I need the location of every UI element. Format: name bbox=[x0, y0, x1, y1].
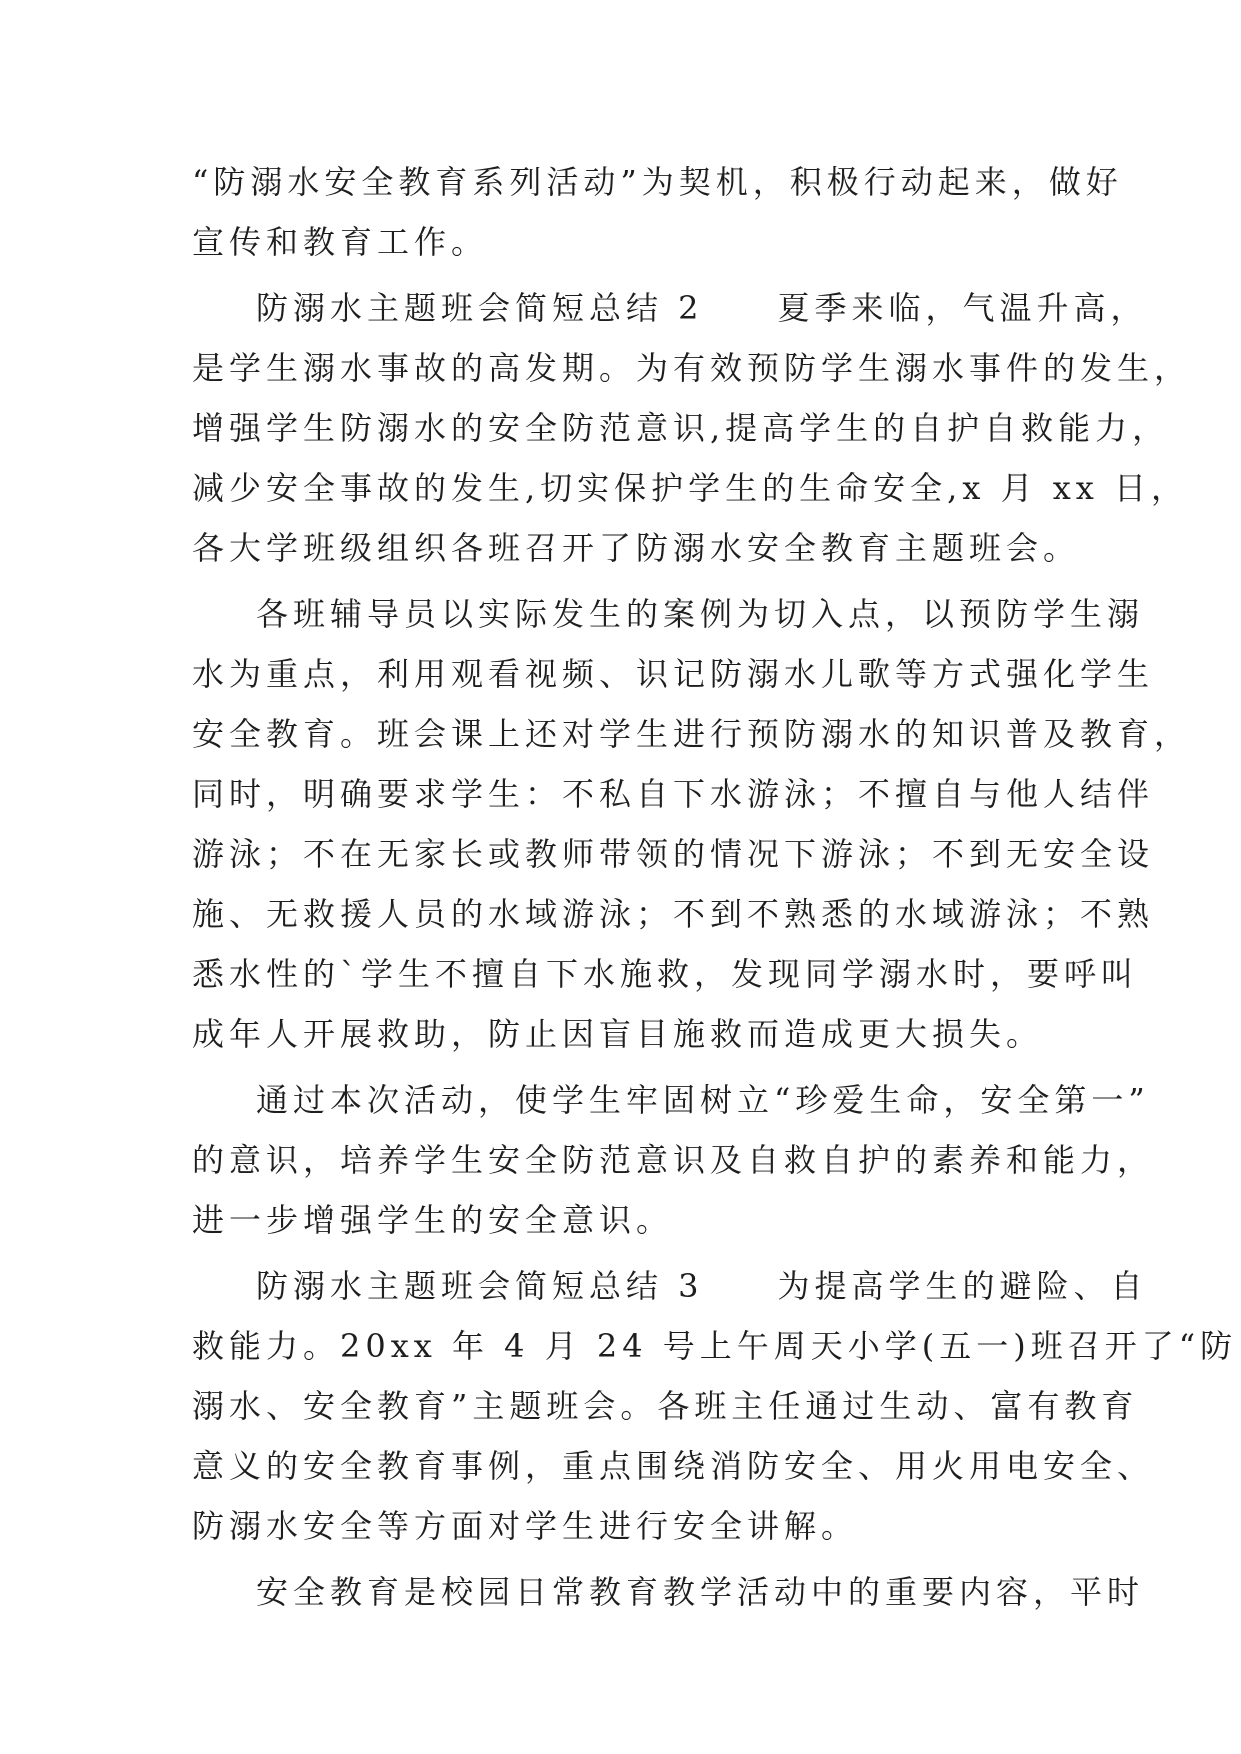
text-line: 游泳；不在无家长或教师带领的情况下游泳；不到无安全设 bbox=[192, 835, 1155, 873]
text-line: 成年人开展救助，防止因盲目施救而造成更大损失。 bbox=[192, 1015, 1044, 1053]
text-line: 施、无救援人员的水域游泳；不到不熟悉的水域游泳；不熟 bbox=[192, 895, 1155, 933]
text-line: 悉水性的`学生不擅自下水施救，发现同学溺水时，要呼叫 bbox=[192, 955, 1139, 993]
paragraph-first-line: 防溺水主题班会简短总结 3 为提高学生的避险、自 bbox=[256, 1267, 1148, 1305]
text-line: 防溺水安全等方面对学生进行安全讲解。 bbox=[192, 1507, 859, 1545]
text-line: 增强学生防溺水的安全防范意识,提高学生的自护自救能力， bbox=[192, 409, 1170, 447]
paragraph-first-line: 安全教育是校园日常教育教学活动中的重要内容，平时 bbox=[256, 1573, 1145, 1611]
text-line: 救能力。20xx 年 4 月 24 号上午周天小学(五一)班召开了“防 bbox=[192, 1327, 1238, 1365]
paragraph-first-line: 通过本次活动，使学生牢固树立“珍爱生命，安全第一” bbox=[256, 1081, 1150, 1119]
text-line: 溺水、安全教育”主题班会。各班主任通过生动、富有教育 bbox=[192, 1387, 1139, 1425]
text-line: 是学生溺水事故的高发期。为有效预防学生溺水事件的发生， bbox=[192, 349, 1192, 387]
text-line: 水为重点，利用观看视频、识记防溺水儿歌等方式强化学生 bbox=[192, 655, 1155, 693]
text-line: 的意识，培养学生安全防范意识及自救自护的素养和能力， bbox=[192, 1141, 1155, 1179]
text-line: 意义的安全教育事例，重点围绕消防安全、用火用电安全、 bbox=[192, 1447, 1155, 1485]
document-body bbox=[192, 152, 1238, 1622]
text-line: 宣传和教育工作。 bbox=[192, 223, 489, 261]
text-line: 进一步增强学生的安全意识。 bbox=[192, 1201, 674, 1239]
text-line: 各大学班级组织各班召开了防溺水安全教育主题班会。 bbox=[192, 529, 1081, 567]
text-line: 安全教育。班会课上还对学生进行预防溺水的知识普及教育， bbox=[192, 715, 1192, 753]
text-line: “防溺水安全教育系列活动”为契机，积极行动起来，做好 bbox=[192, 163, 1123, 201]
text-line: 同时，明确要求学生：不私自下水游泳；不擅自与他人结伴 bbox=[192, 775, 1155, 813]
paragraph-first-line: 各班辅导员以实际发生的案例为切入点，以预防学生溺 bbox=[256, 595, 1145, 633]
text-line: 减少安全事故的发生,切实保护学生的生命安全,x 月 xx 日， bbox=[192, 469, 1189, 507]
paragraph-first-line: 防溺水主题班会简短总结 2 夏季来临，气温升高， bbox=[256, 289, 1148, 327]
